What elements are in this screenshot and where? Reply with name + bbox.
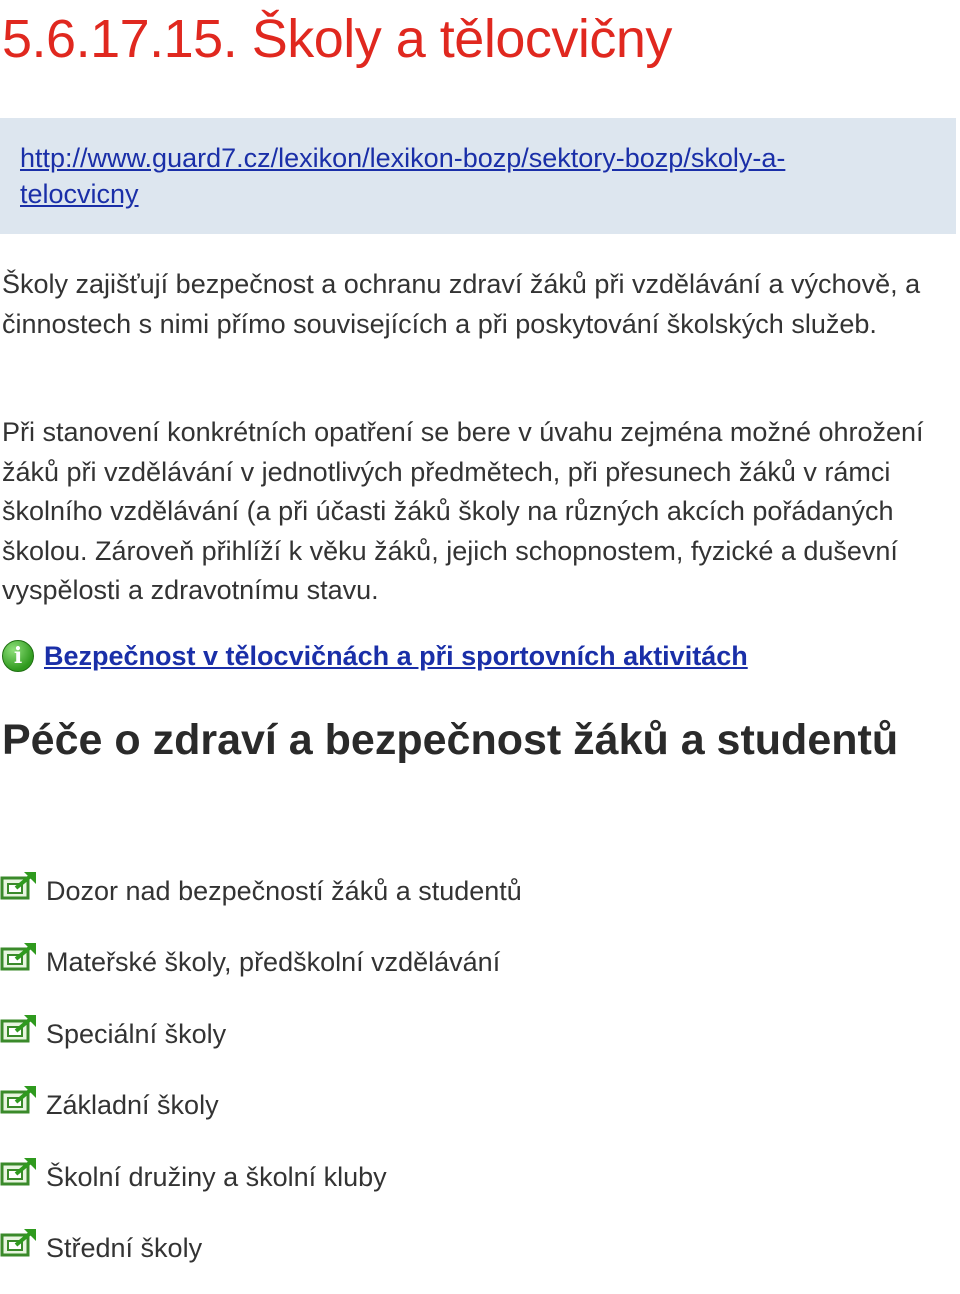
info-icon: i — [2, 640, 34, 672]
list-item[interactable] — [0, 1223, 522, 1294]
list-item[interactable] — [0, 1009, 522, 1080]
info-link[interactable]: Bezpečnost v tělocvičnách a při sportovních aktivitách — [44, 640, 748, 671]
link-arrow-icon — [0, 870, 38, 902]
link-arrow-icon — [0, 1084, 38, 1116]
related-links-list — [0, 866, 522, 1294]
list-item[interactable] — [0, 1152, 522, 1223]
section-heading: Péče o zdraví a bezpečnost žáků a studentů — [2, 716, 899, 764]
list-item[interactable] — [0, 866, 522, 937]
link-arrow-icon — [0, 1013, 38, 1045]
paragraph-intro: Školy zajišťují bezpečnost a ochranu zdraví žáků při vzdělávání a výchově, a činnostech s nimi přímo souvisejících a při poskytování školských služeb. — [2, 269, 921, 339]
list-item-label: Základní školy — [46, 1090, 219, 1121]
list-item[interactable] — [0, 937, 522, 1008]
link-arrow-icon — [0, 1156, 38, 1188]
list-item-label: Dozor nad bezpečností žáků a studentů — [46, 876, 522, 906]
link-arrow-icon — [0, 1227, 38, 1259]
list-item-label: Střední školy — [46, 1232, 203, 1263]
list-item-label: Mateřské školy, předškolní vzdělávání — [46, 947, 501, 978]
paragraph-measures: Při stanovení konkrétních opatření se bere v úvahu zejména možné ohrožení žáků při vzdělávání v jednotlivých předmětech, při přesunech žáků v rámci školního vzdělávání (a při účasti žáků školy na různých akcích pořádaných školou. Zároveň přihlíží k věku žáků, jejich schopnostem, fyzické a duševní vyspělosti a zdravotnímu stavu. — [2, 417, 924, 605]
list-item[interactable] — [0, 1080, 522, 1151]
info-link-row[interactable] — [2, 640, 748, 672]
list-item-label: Speciální školy — [46, 1018, 227, 1049]
source-url-link[interactable]: http://www.guard7.cz/lexikon/lexikon-bozp/sektory-bozp/skoly-a-telocvicny — [20, 143, 786, 209]
page-title: 5.6.17.15. Školy a tělocvičny — [2, 9, 672, 69]
list-item-label: Školní družiny a školní kluby — [46, 1161, 387, 1192]
url-box — [0, 118, 956, 234]
link-arrow-icon — [0, 941, 38, 973]
